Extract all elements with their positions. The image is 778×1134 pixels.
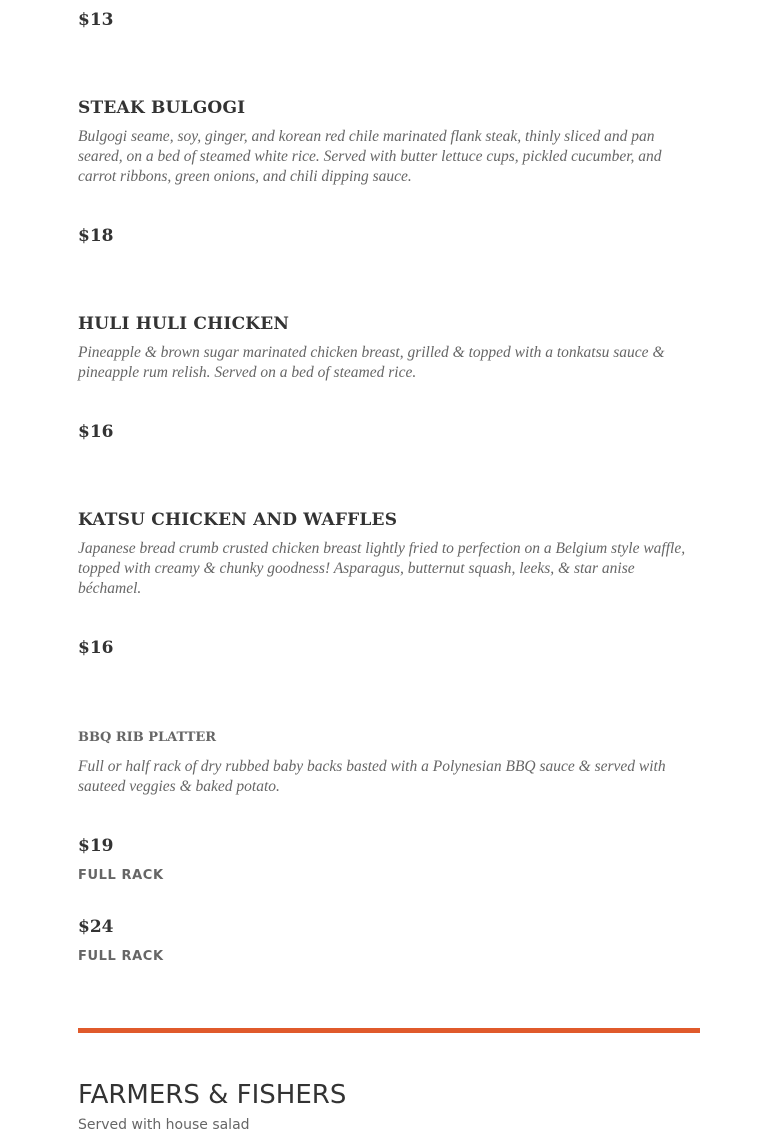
item-price: $13 (78, 10, 114, 30)
section-title: FARMERS & FISHERS (78, 1080, 347, 1110)
section-divider (78, 1028, 700, 1033)
item-price: $19 (78, 836, 114, 856)
item-title: KATSU CHICKEN AND WAFFLES (78, 510, 398, 530)
item-title: HULI HULI CHICKEN (78, 314, 290, 334)
item-price: $18 (78, 226, 114, 246)
section-subtitle: Served with house salad (78, 1117, 250, 1133)
item-price: $24 (78, 917, 114, 937)
price-label: FULL RACK (78, 868, 164, 883)
item-title: STEAK BULGOGI (78, 98, 246, 118)
item-description: Bulgogi seame, soy, ginger, and korean red chile marinated flank steak, thinly sliced and pan seared, on a bed of steamed white rice. Served with butter lettuce cups, pickled cucumber, and carrot ribbons, green onions, and chili dipping sauce. (78, 128, 662, 185)
item-price: $16 (78, 638, 114, 658)
item-title: BBQ RIB PLATTER (78, 730, 217, 745)
item-price: $16 (78, 422, 114, 442)
price-label: FULL RACK (78, 949, 164, 964)
item-description: Full or half rack of dry rubbed baby backs basted with a Polynesian BBQ sauce & served with sauteed veggies & baked potato. (78, 758, 666, 795)
item-description: Japanese bread crumb crusted chicken breast lightly fried to perfection on a Belgium style waffle, topped with creamy & chunky goodness! Asparagus, butternut squash, leeks, & star anise béchamel. (78, 540, 686, 597)
item-description: Pineapple & brown sugar marinated chicken breast, grilled & topped with a tonkatsu sauce & pineapple rum relish. Served on a bed of steamed rice. (78, 344, 665, 381)
